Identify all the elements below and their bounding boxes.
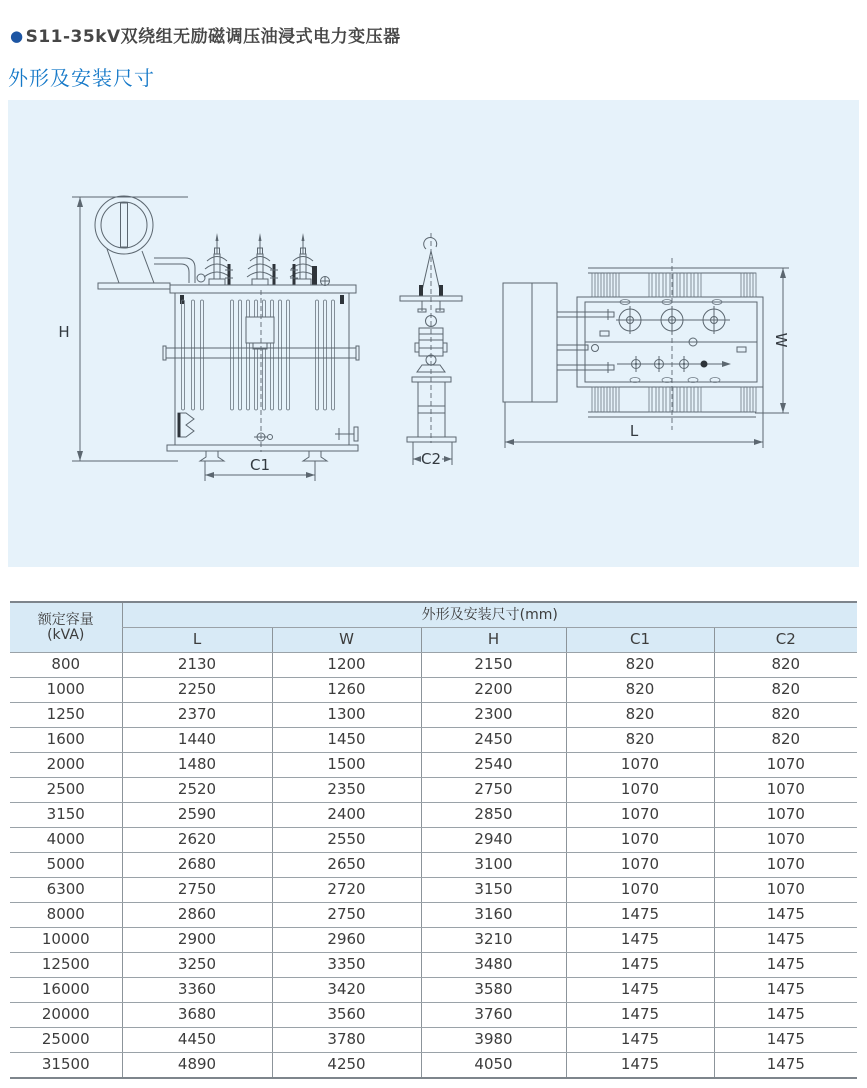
dimension-cell: 3680	[122, 1003, 272, 1028]
dimension-cell: 820	[566, 678, 714, 703]
table-row	[10, 1028, 857, 1053]
table-row	[10, 703, 857, 728]
col-header-c2: C2	[714, 628, 857, 653]
dim-label-h: H	[58, 323, 70, 341]
table-row	[10, 1003, 857, 1028]
dimension-cell: 2300	[421, 703, 566, 728]
page-title-text: S11-35kV双绕组无励磁调压油浸式电力变压器	[25, 27, 401, 47]
table-body	[10, 653, 857, 1079]
dimension-cell: 820	[714, 703, 857, 728]
dimension-cell: 820	[714, 653, 857, 678]
dimension-cell: 1475	[714, 928, 857, 953]
capacity-cell: 5000	[10, 853, 122, 878]
dimension-cell: 2400	[272, 803, 421, 828]
dimension-cell: 2150	[421, 653, 566, 678]
dimension-cell: 1200	[272, 653, 421, 678]
dimension-cell: 2350	[272, 778, 421, 803]
dimension-cell: 3560	[272, 1003, 421, 1028]
dim-label-l: L	[629, 422, 639, 440]
dimension-cell: 1475	[714, 903, 857, 928]
dimension-cell: 1475	[566, 928, 714, 953]
dimension-cell: 2720	[272, 878, 421, 903]
title-bullet-icon: ●	[10, 27, 24, 45]
dimension-cell: 1070	[714, 878, 857, 903]
dimension-cell: 2860	[122, 903, 272, 928]
dimension-cell: 2450	[421, 728, 566, 753]
dimension-cell: 1260	[272, 678, 421, 703]
table-row	[10, 1053, 857, 1079]
dimension-cell: 1475	[714, 1028, 857, 1053]
table-row	[10, 928, 857, 953]
capacity-cell: 2000	[10, 753, 122, 778]
capacity-column-header	[10, 602, 122, 653]
dimension-cell: 2130	[122, 653, 272, 678]
dimension-cell: 2850	[421, 803, 566, 828]
section-heading: 外形及安装尺寸	[8, 66, 155, 90]
dimension-cell: 4050	[421, 1053, 566, 1079]
dim-label-c1: C1	[249, 456, 271, 474]
dimension-cell: 3580	[421, 978, 566, 1003]
capacity-cell: 2500	[10, 778, 122, 803]
dimension-cell: 1070	[566, 853, 714, 878]
capacity-cell: 16000	[10, 978, 122, 1003]
lv-posts	[225, 264, 317, 285]
table-row	[10, 753, 857, 778]
dimension-cell: 1475	[714, 1003, 857, 1028]
capacity-cell: 12500	[10, 953, 122, 978]
col-header-c1: C1	[566, 628, 714, 653]
dimension-cell: 3210	[421, 928, 566, 953]
dimension-cell: 1440	[122, 728, 272, 753]
dimension-cell: 1070	[714, 803, 857, 828]
dimension-cell: 3160	[421, 903, 566, 928]
dimension-cell: 1475	[566, 1028, 714, 1053]
capacity-cell: 25000	[10, 1028, 122, 1053]
table-row	[10, 778, 857, 803]
dimension-cell: 4450	[122, 1028, 272, 1053]
dimension-cell: 2750	[272, 903, 421, 928]
dimension-cell: 1070	[566, 878, 714, 903]
dimension-cell: 4250	[272, 1053, 421, 1079]
dimension-cell: 1475	[566, 1003, 714, 1028]
dimension-cell: 820	[566, 703, 714, 728]
dimension-cell: 3100	[421, 853, 566, 878]
dimension-cell: 1480	[122, 753, 272, 778]
table-row	[10, 978, 857, 1003]
dimension-cell: 2540	[421, 753, 566, 778]
dimension-cell: 2520	[122, 778, 272, 803]
table-row	[10, 903, 857, 928]
table-row	[10, 653, 857, 678]
capacity-cell: 1600	[10, 728, 122, 753]
dimension-cell: 1475	[566, 903, 714, 928]
table-row	[10, 878, 857, 903]
dim-label-c2: C2	[420, 450, 442, 468]
dimension-w	[755, 268, 790, 413]
capacity-cell: 800	[10, 653, 122, 678]
dimensions-table	[10, 601, 857, 1079]
page-title	[10, 22, 850, 47]
table-row	[10, 828, 857, 853]
capacity-cell: 1250	[10, 703, 122, 728]
dimension-cell: 820	[714, 728, 857, 753]
dimension-cell: 3420	[272, 978, 421, 1003]
dimension-cell: 1450	[272, 728, 421, 753]
capacity-header-line2: (kVA)	[47, 626, 85, 643]
dimension-cell: 1475	[566, 978, 714, 1003]
capacity-cell: 6300	[10, 878, 122, 903]
dimension-cell: 1475	[714, 953, 857, 978]
capacity-cell: 10000	[10, 928, 122, 953]
dimension-cell: 820	[714, 678, 857, 703]
dimension-cell: 2650	[272, 853, 421, 878]
dimension-cell: 2940	[421, 828, 566, 853]
dimension-cell: 1070	[566, 803, 714, 828]
table-row	[10, 803, 857, 828]
dimension-cell: 3980	[421, 1028, 566, 1053]
dimension-cell: 1070	[566, 753, 714, 778]
dimension-cell: 2590	[122, 803, 272, 828]
dimension-cell: 3350	[272, 953, 421, 978]
table-row	[10, 853, 857, 878]
table-row	[10, 953, 857, 978]
table-row	[10, 728, 857, 753]
dim-label-w: W	[772, 332, 790, 348]
dimension-cell: 1475	[714, 978, 857, 1003]
dimension-cell: 2620	[122, 828, 272, 853]
table-row	[10, 678, 857, 703]
dimension-cell: 1070	[714, 853, 857, 878]
dimension-cell: 2960	[272, 928, 421, 953]
dimension-cell: 3250	[122, 953, 272, 978]
dimension-cell: 1070	[714, 828, 857, 853]
dimension-c2	[413, 442, 452, 468]
dimension-cell: 2750	[421, 778, 566, 803]
dimension-cell: 3360	[122, 978, 272, 1003]
dimension-cell: 1475	[566, 1053, 714, 1079]
dimension-cell: 1070	[714, 778, 857, 803]
col-header-w: W	[272, 628, 421, 653]
dimension-cell: 2550	[272, 828, 421, 853]
dimensions-group-header: 外形及安装尺寸(mm)	[122, 602, 857, 628]
hv-bushings	[204, 233, 330, 286]
capacity-cell: 8000	[10, 903, 122, 928]
front-view	[58, 196, 359, 481]
dimension-cell: 2250	[122, 678, 272, 703]
dimension-cell: 1300	[272, 703, 421, 728]
capacity-cell: 20000	[10, 1003, 122, 1028]
dimension-cell: 2200	[421, 678, 566, 703]
table-header-row-2	[10, 628, 857, 653]
dimension-cell: 820	[566, 728, 714, 753]
dimension-cell: 3150	[421, 878, 566, 903]
table-header-row-1	[10, 602, 857, 628]
dimension-cell: 3760	[421, 1003, 566, 1028]
dimension-cell: 2680	[122, 853, 272, 878]
dimension-cell: 4890	[122, 1053, 272, 1079]
dimension-h	[58, 197, 188, 461]
dimension-cell: 1475	[714, 1053, 857, 1079]
transformer-outline-drawing	[8, 100, 859, 567]
capacity-header-line1: 额定容量	[37, 611, 94, 628]
col-header-l: L	[122, 628, 272, 653]
col-header-h: H	[421, 628, 566, 653]
side-view	[400, 233, 462, 468]
dimension-cell: 1475	[566, 953, 714, 978]
dimension-cell: 2900	[122, 928, 272, 953]
capacity-cell: 4000	[10, 828, 122, 853]
dimension-cell: 1070	[714, 753, 857, 778]
dimension-cell: 3480	[421, 953, 566, 978]
capacity-cell: 1000	[10, 678, 122, 703]
outline-drawing-panel	[8, 100, 859, 567]
dimension-cell: 1500	[272, 753, 421, 778]
dimension-cell: 2750	[122, 878, 272, 903]
dimension-cell: 1070	[566, 828, 714, 853]
top-view	[503, 258, 790, 448]
capacity-cell: 3150	[10, 803, 122, 828]
capacity-cell: 31500	[10, 1053, 122, 1079]
dimension-cell: 820	[566, 653, 714, 678]
dimension-cell: 2370	[122, 703, 272, 728]
dimension-cell: 1070	[566, 778, 714, 803]
dimension-cell: 3780	[272, 1028, 421, 1053]
